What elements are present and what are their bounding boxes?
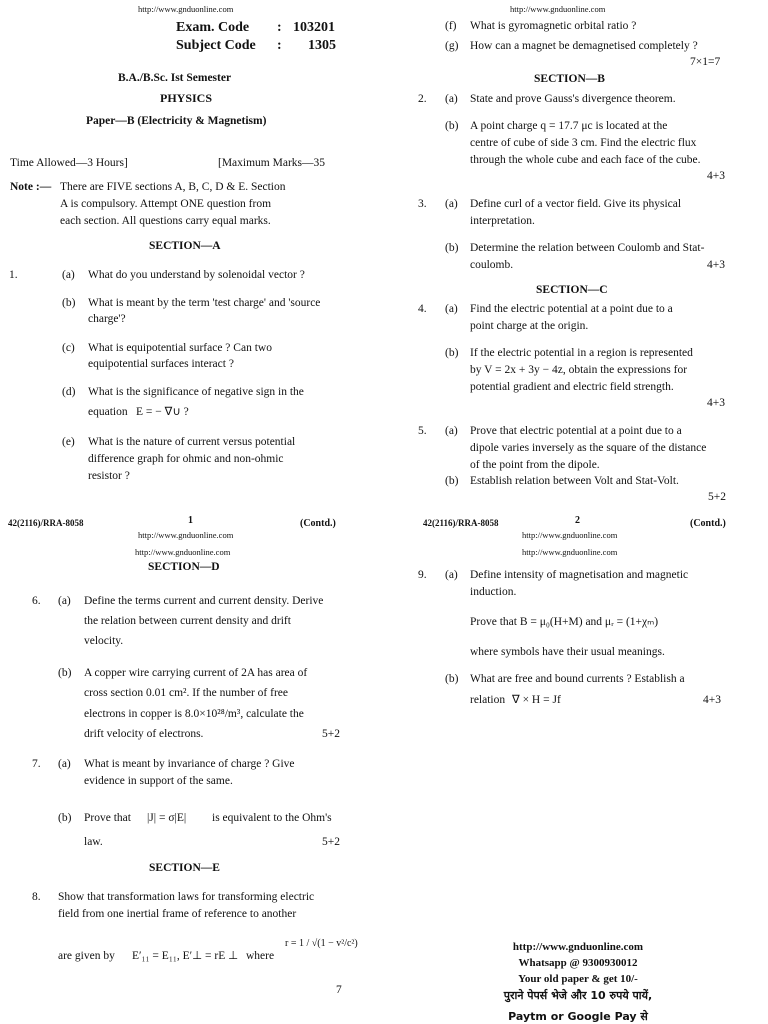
exam-code-value: 103201 [293,20,335,35]
question-text: How can a magnet be demagnetised completely ? [470,40,698,52]
question-label: (b) [58,812,72,824]
question-text: Define the terms current and current density. Derive [84,595,324,607]
question-text: electrons in copper is 8.0×10²⁸/m³, calculate the [84,708,304,720]
question-text: equipotential surfaces interact ? [88,358,234,370]
question-text: What do you understand by solenoidal vector ? [88,269,305,281]
subject-title: PHYSICS [160,91,213,105]
equation: |J| = σ|E| [147,812,187,824]
paper-title: Paper—B (Electricity & Magnetism) [86,115,267,127]
section-heading: SECTION—C [536,284,608,296]
question-text: What is meant by the term 'test charge' and 'source [88,297,321,309]
promo-pay: Paytm or Google Pay से [508,1010,648,1023]
question-text: relation [470,694,506,706]
course-title: B.A./B.Sc. Ist Semester [118,72,232,84]
question-text: induction. [470,586,517,598]
marks: 4+3 [707,259,725,271]
question-label: (a) [58,758,71,770]
question-text: What are free and bound currents ? Establish a [470,673,685,685]
question-text: What is the significance of negative sign in the [88,386,304,398]
header-url: http://www.gnduonline.com [135,547,231,557]
question-label: (a) [445,93,458,105]
question-label: (a) [445,425,458,437]
question-text: cross section 0.01 cm². If the number of free [84,687,288,699]
marks: 5+2 [708,491,726,503]
footer-code: 42(2116)/RRA-8058 [423,518,499,528]
question-text: State and prove Gauss's divergence theorem. [470,93,676,105]
question-label: (a) [62,269,75,281]
footer-code: 42(2116)/RRA-8058 [8,518,84,528]
max-marks: [Maximum Marks—35 [218,157,326,169]
header-url: http://www.gnduonline.com [138,530,234,540]
header-url: http://www.gnduonline.com [510,4,606,14]
question-text: What is gyromagnetic orbital ratio ? [470,20,637,32]
question-label: (a) [445,198,458,210]
question-text: What is the nature of current versus potential [88,436,296,448]
question-text: charge'? [88,313,126,325]
question-text: Define intensity of magnetisation and magnetic [470,569,689,581]
question-text: interpretation. [470,215,535,227]
equation: ∇ × H = Jf [512,694,561,706]
question-text: dipole varies inversely as the square of the distance [470,442,707,454]
question-text: Prove that [84,812,131,824]
question-label: (a) [58,595,71,607]
question-text: where symbols have their usual meanings. [470,646,665,658]
question-label: (b) [445,347,459,359]
question-text: Define curl of a vector field. Give its physical [470,198,682,210]
exam-code-colon: : [277,20,282,35]
time-allowed: Time Allowed—3 Hours] [10,157,128,169]
question-text: Determine the relation between Coulomb and Stat- [470,242,705,254]
promo-url: http://www.gnduonline.com [512,941,644,953]
section-heading: SECTION—B [534,73,605,85]
contd-label: (Contd.) [690,518,726,529]
question-text: of the point from the dipole. [470,459,600,471]
question-number: 1. [9,269,18,281]
exam-code-label: Exam. Code [176,20,250,35]
question-text: are given by [58,950,115,962]
question-text: is equivalent to the Ohm's [212,812,332,824]
question-label: (c) [62,342,75,354]
marks: 4+3 [703,694,721,706]
subject-code-colon: : [277,38,282,53]
question-number: 5. [418,425,427,437]
equation: E = − ∇∪ ? [136,406,189,418]
question-text: field from one inertial frame of reference to another [58,908,297,920]
note-line: A is compulsory. Attempt ONE question from [60,198,272,210]
header-url: http://www.gnduonline.com [138,4,234,14]
question-label: (b) [62,297,76,309]
question-text: through the whole cube and each face of the cube. [470,154,701,166]
header-url: http://www.gnduonline.com [522,530,618,540]
equation: r = 1 / √(1 − v²/c²) [285,938,358,949]
subject-code-value: 1305 [308,38,336,53]
question-label: (g) [445,40,459,52]
question-text: What is equipotential surface ? Can two [88,342,272,354]
question-text: where [246,950,275,962]
question-label: (b) [445,242,459,254]
question-number: 7. [32,758,41,770]
question-number: 2. [418,93,427,105]
section-heading: SECTION—D [148,561,220,573]
promo-offer: Your old paper & get 10/- [518,973,638,985]
question-text: Find the electric potential at a point due to a [470,303,673,315]
question-label: (a) [445,569,458,581]
section-heading: SECTION—E [149,862,220,874]
question-text: law. [84,836,103,848]
marks: 7×1=7 [690,56,721,68]
question-text: A point charge q = 17.7 μc is located at the [470,120,668,132]
question-label: (f) [445,20,457,32]
equation: E′₁₁ = E₁₁, E′⊥ = rE ⊥ [132,950,239,962]
question-label: (b) [445,673,459,685]
page-number: 1 [188,515,193,526]
question-text: evidence in support of the same. [84,775,233,787]
question-text: Establish relation between Volt and Stat-Volt. [470,475,679,487]
marks: 5+2 [322,836,340,848]
question-text: by V = 2x + 3y − 4z, obtain the expressions for [470,364,688,376]
question-text: centre of cube of side 3 cm. Find the electric flux [470,137,697,149]
question-label: (b) [445,475,459,487]
section-heading: SECTION—A [149,240,221,252]
question-number: 4. [418,303,427,315]
marks: 4+3 [707,397,725,409]
question-text: velocity. [84,635,124,647]
question-number: 8. [32,891,41,903]
marks: 7 [336,984,342,996]
subject-code-label: Subject Code [176,38,256,53]
page-number: 2 [575,515,580,526]
question-text: Prove that electric potential at a point due to a [470,425,682,437]
question-text: equation [88,406,128,418]
note-line: each section. All questions carry equal marks. [60,215,271,227]
question-text: A copper wire carrying current of 2A has area of [84,667,308,679]
marks: 4+3 [707,170,725,182]
contd-label: (Contd.) [300,518,336,529]
question-number: 6. [32,595,41,607]
question-number: 9. [418,569,427,581]
question-label: (b) [58,667,72,679]
question-text: potential gradient and electric field strength. [470,381,674,393]
note-line: There are FIVE sections A, B, C, D & E. Section [60,181,286,193]
note-label: Note :— [10,181,52,193]
question-text: point charge at the origin. [470,320,589,332]
equation: Prove that B = μ₀(H+M) and μᵣ = (1+χₘ) [470,616,659,628]
promo-whatsapp: Whatsapp @ 9300930012 [518,957,638,969]
question-text: difference graph for ohmic and non-ohmic [88,453,284,465]
question-text: coulomb. [470,259,514,271]
question-label: (b) [445,120,459,132]
question-text: the relation between current density and drift [84,615,291,627]
question-text: What is meant by invariance of charge ? Give [84,758,295,770]
question-text: drift velocity of electrons. [84,728,204,740]
question-number: 3. [418,198,427,210]
question-text: resistor ? [88,470,130,482]
question-text: If the electric potential in a region is represented [470,347,693,359]
header-url: http://www.gnduonline.com [522,547,618,557]
marks: 5+2 [322,728,340,740]
question-label: (a) [445,303,458,315]
question-text: Show that transformation laws for transforming electric [58,891,315,903]
question-label: (e) [62,436,75,448]
question-label: (d) [62,386,76,398]
promo-hindi: पुराने पेपर्स भेजे और 10 रुपये पायें, [503,989,653,1002]
